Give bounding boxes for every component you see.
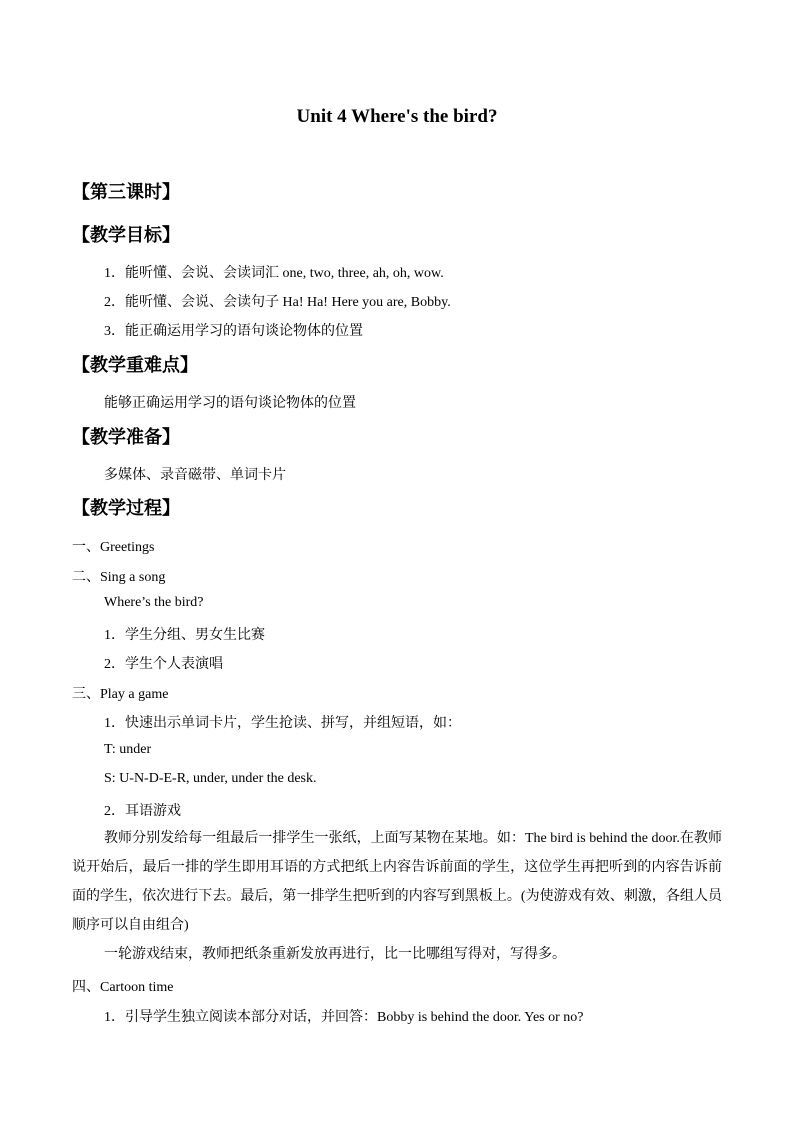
objective-item-2: 2．能听懂、会说、会读句子 Ha! Ha! Here you are, Bobby. — [104, 295, 451, 310]
song-step-1: 1．学生分组、男女生比赛 — [104, 628, 265, 643]
lesson-heading: 【第三课时】 — [72, 182, 180, 202]
preparation-text: 多媒体、录音磁带、单词卡片 — [104, 468, 286, 483]
game-teacher-line: T: under — [104, 742, 152, 757]
game-step-1: 1．快速出示单词卡片，学生抢读、拼写，并组短语，如： — [104, 716, 461, 731]
game-step-2: 2．耳语游戏 — [104, 804, 181, 819]
key-points-heading: 【教学重难点】 — [72, 355, 198, 375]
section-sing-a-song: 二、Sing a song — [72, 570, 166, 585]
page-title: Unit 4 Where's the bird? — [296, 106, 498, 127]
whisper-game-paragraph: 教师分别发给每一组最后一排学生一张纸，上面写某物在某地。如：The bird is behind the door.在教师说开始后，最后一排的学生即用耳语的方式把纸上内容告诉前面的学生，这位学生再把听到的内容告诉前面的学生，依次进行下去。最后，第一排学生把听到的内容写到黑板上。(为使游戏有效、刺激，各组人员顺序可以自由组合) — [72, 831, 722, 933]
objective-item-3: 3．能正确运用学习的语句谈论物体的位置 — [104, 324, 363, 339]
cartoon-step-1: 1．引导学生独立阅读本部分对话，并回答：Bobby is behind the door. Yes or no? — [104, 1010, 584, 1025]
song-step-2: 2．学生个人表演唱 — [104, 657, 223, 672]
section-greetings: 一、Greetings — [72, 540, 155, 555]
section-cartoon-time: 四、Cartoon time — [72, 980, 174, 995]
game-student-line: S: U-N-D-E-R, under, under the desk. — [104, 771, 317, 786]
objectives-heading: 【教学目标】 — [72, 225, 180, 245]
game-round-paragraph: 一轮游戏结束，教师把纸条重新发放再进行，比一比哪组写得对，写得多。 — [104, 947, 566, 962]
preparation-heading: 【教学准备】 — [72, 427, 180, 447]
objective-item-1: 1．能听懂、会说、会读词汇 one, two, three, ah, oh, wow. — [104, 266, 444, 281]
process-heading: 【教学过程】 — [72, 498, 180, 518]
key-points-text: 能够正确运用学习的语句谈论物体的位置 — [104, 396, 356, 411]
song-title: Where’s the bird? — [104, 595, 204, 610]
section-play-a-game: 三、Play a game — [72, 687, 169, 702]
